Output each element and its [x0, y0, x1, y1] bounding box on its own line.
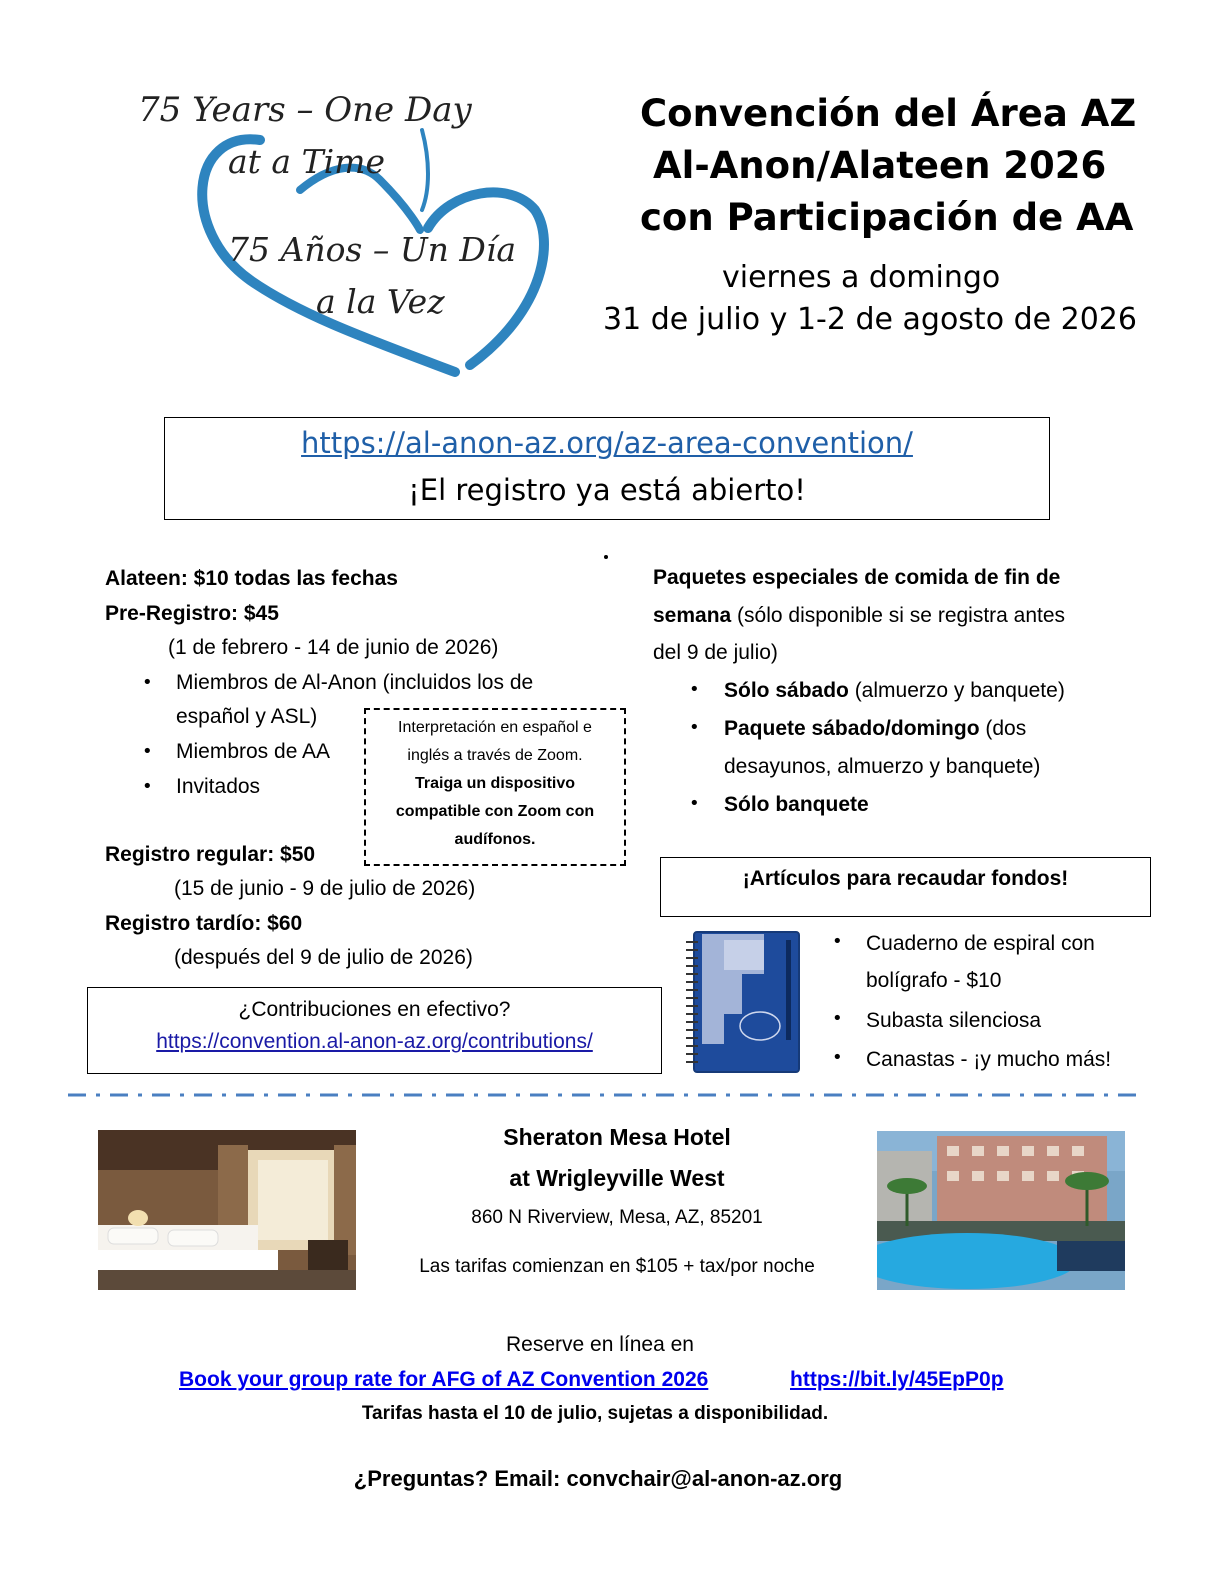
attendee-al-anon-line-1: Miembros de Al-Anon (incluidos los de [176, 671, 534, 694]
pre-registration-dates: (1 de febrero - 14 de junio de 2026) [168, 636, 499, 659]
contributions-url-link[interactable]: https://convention.al-anon-az.org/contributions/ [156, 1030, 593, 1053]
bullet-dot: • [142, 776, 153, 797]
late-registration-dates: (después del 9 de julio de 2026) [174, 946, 473, 969]
bullet-dot: • [142, 741, 153, 762]
convention-title-line-1: Convención del Área AZ [640, 92, 1137, 135]
logo-line-3: 75 Años – Un Día [228, 230, 517, 269]
book-group-rate-link[interactable]: Book your group rate for AFG of AZ Convention 2026 [179, 1368, 709, 1391]
meal-packages-weekend: semana [653, 604, 732, 627]
registration-banner [164, 417, 1050, 520]
reserve-online-label: Reserve en línea en [506, 1333, 694, 1356]
bullet-dot: • [142, 672, 153, 693]
attendee-guests: Invitados [176, 775, 261, 798]
convention-title-line-3: con Participación de AA [640, 196, 1134, 239]
regular-registration-price: Registro regular: $50 [105, 843, 316, 866]
meal-weekend-package [724, 711, 1026, 747]
rate-availability-note: Tarifas hasta el 10 de julio, sujetas a disponibilidad. [361, 1403, 829, 1424]
attendee-aa: Miembros de AA [176, 740, 331, 763]
registration-url-link[interactable]: https://al-anon-az.org/az-area-convention/ [301, 426, 913, 460]
registration-open-message: ¡El registro ya está abierto! [408, 473, 806, 507]
logo-line-4: a la Vez [316, 282, 445, 321]
bullet-dot: • [689, 717, 700, 738]
meal-item-name: Sólo sábado [724, 679, 849, 702]
bullet-dot: • [832, 931, 843, 952]
bullet-dot: • [832, 1008, 843, 1029]
fundraising-title: ¡Artículos para recaudar fondos! [742, 867, 1069, 890]
meal-packages-title-line-2 [653, 598, 1065, 634]
fundraising-title-box [660, 857, 1151, 917]
meal-packages-title-line-3: del 9 de julio) [653, 641, 778, 664]
pre-registration-price: Pre-Registro: $45 [105, 602, 279, 625]
interpretation-line-5: audífonos. [454, 831, 536, 848]
short-booking-url-link[interactable]: https://bit.ly/45EpP0p [790, 1368, 1004, 1391]
hotel-address: 860 N Riverview, Mesa, AZ, 85201 [471, 1207, 763, 1228]
questions-contact: ¿Preguntas? Email: convchair@al-anon-az.org [353, 1466, 843, 1491]
interpretation-note [364, 708, 626, 866]
alateen-price: Alateen: $10 todas las fechas [105, 567, 398, 590]
event-days: viernes a domingo [722, 260, 1001, 295]
fundraising-notebook-line-2: bolígrafo - $10 [866, 969, 1002, 992]
hotel-rates: Las tarifas comienzan en $105 + tax/por noche [419, 1256, 815, 1277]
bullet-dot: • [832, 1047, 843, 1068]
meal-packages-title-line-1: Paquetes especiales de comida de fin de [653, 566, 1061, 589]
fundraising-silent-auction: Subasta silenciosa [866, 1009, 1042, 1032]
convention-title-line-2: Al-Anon/Alateen 2026 [653, 144, 1107, 187]
spiral-notebook-image [684, 930, 802, 1075]
meal-item-detail: (almuerzo y banquete) [848, 679, 1065, 702]
bullet-dot: • [689, 679, 700, 700]
hotel-pool-photo [877, 1131, 1125, 1290]
meal-item-name: Paquete sábado/domingo [724, 717, 980, 740]
fundraising-notebook-line-1: Cuaderno de espiral con [866, 932, 1095, 955]
interpretation-line-1: Interpretación en español e [398, 719, 592, 736]
logo-line-2: at a Time [228, 142, 385, 181]
hotel-room-photo [98, 1130, 356, 1290]
meal-packages-condition: (sólo disponible si se registra antes [731, 604, 1066, 627]
interpretation-line-2: inglés a través de Zoom. [407, 747, 583, 764]
meal-saturday-only [724, 673, 1065, 709]
meal-banquet-only: Sólo banquete [724, 793, 869, 816]
logo-line-1: 75 Years – One Day [138, 90, 472, 130]
hotel-name-line-2: at Wrigleyville West [509, 1165, 725, 1191]
late-registration-price: Registro tardío: $60 [105, 912, 303, 935]
fundraising-baskets: Canastas - ¡y mucho más! [866, 1048, 1112, 1071]
hotel-name-line-1: Sheraton Mesa Hotel [503, 1124, 731, 1150]
interpretation-line-3: Traiga un dispositivo [414, 775, 576, 792]
meal-item-detail: (dos [979, 717, 1027, 740]
regular-registration-dates: (15 de junio - 9 de julio de 2026) [174, 877, 476, 900]
bullet-dot: • [689, 793, 700, 814]
contributions-box [87, 987, 662, 1074]
interpretation-line-4: compatible con Zoom con [395, 803, 595, 820]
event-dates: 31 de julio y 1-2 de agosto de 2026 [603, 302, 1137, 337]
contributions-question: ¿Contribuciones en efectivo? [238, 998, 511, 1021]
event-logo [130, 80, 570, 380]
attendee-al-anon-line-2: español y ASL) [176, 705, 318, 728]
meal-weekend-package-line-2: desayunos, almuerzo y banquete) [724, 755, 1041, 778]
section-divider [68, 1090, 1138, 1100]
stray-dot [604, 555, 608, 559]
